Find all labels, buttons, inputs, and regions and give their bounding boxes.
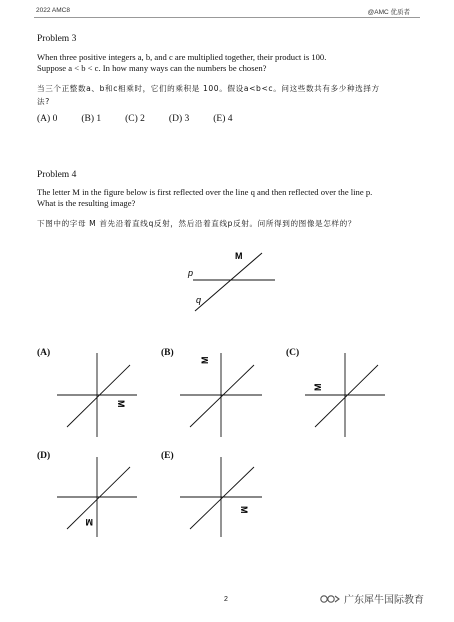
problem3-cn-line2: 法? [37,97,50,106]
choice-a: (A) 0 [37,114,58,124]
option-a-letter: M [116,400,126,408]
watermark-text: 广东犀牛国际教育 [344,595,424,606]
problem3-line2: Suppose a < b < c. In how many ways can the numbers be chosen? [37,63,267,73]
problem3-line1: When three positive integers a, b, and c are multiplied together, their product is 100. [37,52,327,62]
problem4-cn-line1: 下图中的字母 M 首先沿着直线q反射，然后沿着直线p反射。问所得到的图像是怎样的？ [37,219,356,228]
choice-c: (C) 2 [125,114,145,124]
choice-e: (E) 4 [213,114,233,124]
option-d-label: (D) [37,451,51,461]
option-d-figure [57,457,137,537]
option-a-label: (A) [37,348,51,358]
option-b-letter: M [200,356,210,364]
choice-b: (B) 1 [81,114,102,124]
watermark [318,591,424,606]
problem3-title: Problem 3 [37,34,77,44]
page-number: 2 [224,596,228,603]
option-c-figure [305,353,385,437]
line-p-label: p [188,268,194,278]
header-right: @AMC 优质者 [367,9,410,16]
option-e-letter: M [239,506,249,514]
choice-d: (D) 3 [168,114,190,124]
option-c-letter: M [313,383,323,391]
option-e-figure [180,457,262,537]
problem4-line2: What is the resulting image? [37,198,136,208]
problem4-title: Problem 4 [37,170,77,180]
letter-m-original: M [235,251,243,261]
problem3-cn-line1: 当三个正整数a、b和c相乘时，它们的乘积是 100。假设a<b<c。问这些数共有多少种选择方 [37,84,380,93]
option-e-label: (E) [161,451,174,461]
problem4-line1: The letter M in the figure below is first reflected over the line q and then reflected over the line p. [37,187,373,197]
option-b-label: (B) [161,348,174,358]
wechat-logo-icon [318,593,340,605]
option-c-label: (C) [286,348,300,358]
header-left: 2022 AMC8 [36,7,70,14]
line-q-label: q [196,295,202,305]
option-b-figure [180,353,262,437]
option-d-letter: M [85,517,93,527]
option-a-figure [57,353,137,437]
